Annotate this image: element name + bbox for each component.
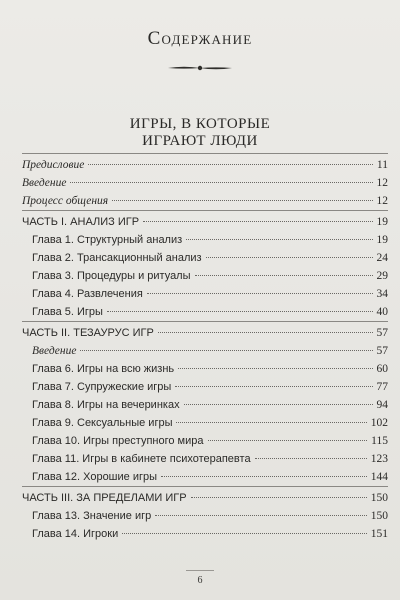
- toc-entry-page: 150: [370, 510, 388, 522]
- divider-rule: [22, 153, 388, 154]
- divider-rule: [22, 210, 388, 211]
- toc-entry-label: ЧАСТЬ II. ТЕЗАУРУС ИГР: [22, 327, 154, 339]
- toc-entry: [22, 492, 388, 510]
- toc-dot-leader: [184, 404, 373, 405]
- ornament-divider-icon: [166, 64, 234, 72]
- toc-entry: [22, 510, 388, 528]
- toc-entry-page: 150: [370, 492, 388, 504]
- toc-entry-label: Глава 7. Супружеские игры: [32, 381, 172, 393]
- toc-entry-label: Глава 3. Процедуры и ритуалы: [32, 270, 191, 282]
- page-number-rule: [186, 570, 214, 571]
- toc-entry: [22, 327, 388, 345]
- divider-rule: [22, 321, 388, 322]
- toc-entry: [22, 528, 388, 546]
- toc-dot-leader: [88, 164, 373, 165]
- toc-entry-page: 94: [376, 399, 388, 411]
- toc-entry: [22, 288, 388, 306]
- book-title-line-1: ИГРЫ, В КОТОРЫЕ: [129, 116, 271, 132]
- toc-entry: [22, 234, 388, 252]
- toc-entry-page: 19: [376, 234, 388, 246]
- toc-dot-leader: [107, 311, 373, 312]
- toc-dot-leader: [186, 239, 372, 240]
- toc-dot-leader: [112, 200, 372, 201]
- toc-entry-label: Глава 2. Трансакционный анализ: [32, 252, 202, 264]
- toc-entry-label: Глава 5. Игры: [32, 306, 103, 318]
- toc-entry-page: 115: [371, 435, 388, 447]
- toc-entry-page: 77: [376, 381, 388, 393]
- toc-entry-label: Глава 12. Хорошие игры: [32, 471, 158, 483]
- book-title-line-2: ИГРАЮТ ЛЮДИ: [142, 133, 258, 149]
- toc-entry: [22, 159, 388, 177]
- toc-entry: [22, 252, 388, 270]
- toc-entry-label: Глава 13. Значение игр: [32, 510, 152, 522]
- toc-entry-page: 19: [376, 216, 388, 228]
- book-title: [0, 116, 400, 150]
- toc-entry-label: Глава 9. Сексуальные игры: [32, 417, 173, 429]
- toc-entry: [22, 435, 388, 453]
- toc-entry-page: 60: [376, 363, 388, 375]
- toc-entry: [22, 177, 388, 195]
- toc-entry-label: Процесс общения: [22, 195, 109, 207]
- divider-rule: [22, 486, 388, 487]
- toc-entry-page: 12: [376, 195, 388, 207]
- page-number: 6: [197, 575, 203, 586]
- toc-entry-label: Глава 4. Развлечения: [32, 288, 143, 300]
- toc-entry-page: 34: [376, 288, 388, 300]
- toc-dot-leader: [176, 422, 366, 423]
- toc-dot-leader: [175, 386, 372, 387]
- toc-entry-label: Введение: [22, 177, 67, 189]
- toc-entry: [22, 417, 388, 435]
- toc-entry-page: 29: [376, 270, 388, 282]
- toc-entry-page: 11: [376, 159, 388, 171]
- toc-dot-leader: [80, 350, 372, 351]
- toc-entry-label: Введение: [32, 345, 77, 357]
- toc-dot-leader: [158, 332, 373, 333]
- toc-dot-leader: [195, 275, 373, 276]
- toc-entry: [22, 216, 388, 234]
- toc-dot-leader: [155, 515, 367, 516]
- toc-entry-label: Глава 11. Игры в кабинете психотерапевта: [32, 453, 251, 465]
- toc-entry-page: 102: [370, 417, 388, 429]
- toc-entry-label: ЧАСТЬ I. АНАЛИЗ ИГР: [22, 216, 140, 228]
- toc-entry: [22, 453, 388, 471]
- toc-dot-leader: [70, 182, 372, 183]
- toc-entry-label: Глава 6. Игры на всю жизнь: [32, 363, 175, 375]
- toc-entry-page: 144: [370, 471, 388, 483]
- toc-dot-leader: [255, 458, 367, 459]
- toc-entry-page: 57: [376, 327, 388, 339]
- toc-entry-label: Глава 1. Структурный анализ: [32, 234, 183, 246]
- toc-dot-leader: [161, 476, 367, 477]
- toc-entry-page: 123: [370, 453, 388, 465]
- toc-entry-label: Глава 14. Игроки: [32, 528, 119, 540]
- toc-entry-page: 151: [370, 528, 388, 540]
- toc-entry: [22, 345, 388, 363]
- toc-entry-page: 24: [376, 252, 388, 264]
- toc-dot-leader: [143, 221, 372, 222]
- toc-dot-leader: [208, 440, 368, 441]
- toc-dot-leader: [147, 293, 373, 294]
- toc-dot-leader: [178, 368, 372, 369]
- toc-entry-label: ЧАСТЬ III. ЗА ПРЕДЕЛАМИ ИГР: [22, 492, 187, 504]
- toc-entry-page: 12: [376, 177, 388, 189]
- toc-dot-leader: [191, 497, 367, 498]
- toc-entry: [22, 381, 388, 399]
- page-title: Содержание: [147, 28, 253, 49]
- toc-dot-leader: [122, 533, 367, 534]
- toc-entry-label: Глава 10. Игры преступного мира: [32, 435, 204, 447]
- toc-entry: [22, 363, 388, 381]
- toc-entry: [22, 399, 388, 417]
- toc-entry-label: Предисловие: [22, 159, 85, 171]
- toc-entry-page: 57: [376, 345, 388, 357]
- toc-entry-page: 40: [376, 306, 388, 318]
- toc-dot-leader: [206, 257, 373, 258]
- toc-entry-label: Глава 8. Игры на вечеринках: [32, 399, 180, 411]
- toc-entry: [22, 270, 388, 288]
